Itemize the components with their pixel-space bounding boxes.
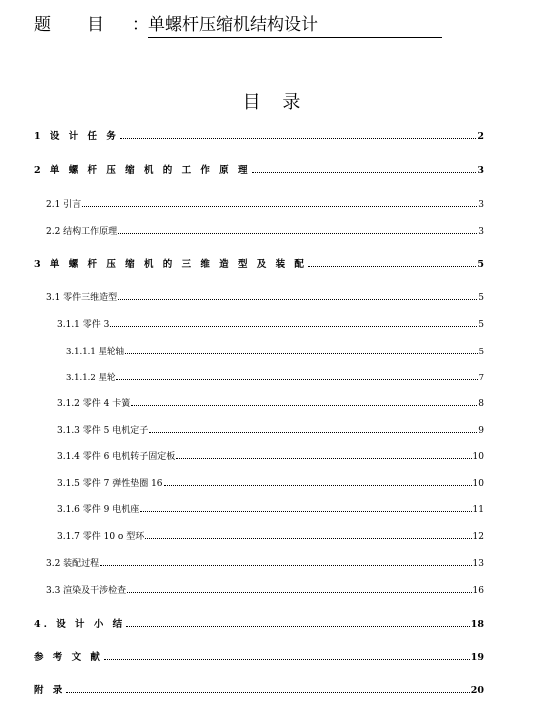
- toc-entry-page: 5: [478, 293, 484, 303]
- toc-leader-dots: [118, 233, 477, 234]
- toc-leader-dots: [120, 138, 477, 139]
- toc-entry[interactable]: [57, 319, 484, 331]
- toc-entry-page: 10: [472, 479, 484, 489]
- toc-leader-dots: [145, 538, 471, 539]
- toc-entry-label: 4. 设 计 小 结: [34, 619, 126, 630]
- toc-entry-page: 3: [478, 200, 484, 210]
- toc-entry-page: 10: [472, 452, 484, 462]
- toc-entry[interactable]: [46, 226, 484, 238]
- toc-entry-label: 3.1.3 零件 5 电机定子: [57, 426, 149, 436]
- toc-leader-dots: [100, 565, 471, 566]
- toc-leader-dots: [125, 353, 478, 354]
- toc-leader-dots: [104, 659, 470, 660]
- toc-entry-label: 3.1.1 零件 3: [57, 320, 110, 330]
- toc-entry[interactable]: [34, 652, 484, 664]
- toc-entry-label: 1 设 计 任 务: [34, 131, 119, 142]
- toc-entry[interactable]: [46, 585, 484, 597]
- toc-entry-label: 3.2 装配过程: [46, 559, 100, 569]
- toc-entry-page: 11: [472, 505, 484, 515]
- toc-entry-page: 7: [478, 373, 484, 383]
- toc-entry[interactable]: [46, 292, 484, 304]
- toc-entry-page: 5: [477, 259, 484, 270]
- toc-entry[interactable]: [57, 451, 484, 463]
- toc-entry-label: 3.1.6 零件 9 电机座: [57, 505, 140, 515]
- toc-entry[interactable]: [66, 372, 484, 384]
- toc-leader-dots: [164, 485, 472, 486]
- toc-entry-label: 3.1.1.2 星轮: [66, 373, 116, 383]
- toc-heading: 目 录: [242, 92, 309, 113]
- toc-entry-label: 参 考 文 献: [34, 652, 103, 663]
- toc-entry-label: 3.1.4 零件 6 电机转子固定板: [57, 452, 176, 462]
- toc-entry-label: 2 单 螺 杆 压 缩 机 的 工 作 原 理: [34, 165, 251, 176]
- toc-entry[interactable]: [57, 398, 484, 410]
- toc-leader-dots: [308, 266, 476, 267]
- toc-leader-dots: [127, 592, 471, 593]
- toc-leader-dots: [110, 326, 477, 327]
- toc-leader-dots: [176, 458, 471, 459]
- toc-entry-page: 9: [478, 426, 484, 436]
- toc-entry[interactable]: [57, 478, 484, 490]
- toc-entry[interactable]: [57, 531, 484, 543]
- toc-entry[interactable]: [34, 165, 484, 177]
- toc-leader-dots: [118, 299, 477, 300]
- toc-entry[interactable]: [57, 425, 484, 437]
- toc-leader-dots: [131, 405, 477, 406]
- toc-entry-page: 2: [477, 131, 484, 142]
- toc-entry[interactable]: [34, 131, 484, 143]
- toc-entry-page: 3: [478, 227, 484, 237]
- toc-leader-dots: [149, 432, 477, 433]
- toc-entry[interactable]: [34, 685, 484, 697]
- toc-entry-label: 3 单 螺 杆 压 缩 机 的 三 维 造 型 及 装 配: [34, 259, 307, 270]
- toc-leader-dots: [252, 172, 477, 173]
- toc-entry-label: 3.1.7 零件 10 o 型环: [57, 532, 145, 542]
- toc-leader-dots: [116, 379, 477, 380]
- toc-entry-page: 5: [478, 320, 484, 330]
- toc-entry-page: 5: [478, 347, 484, 357]
- toc-entry[interactable]: [57, 504, 484, 516]
- toc-entry[interactable]: [66, 346, 484, 358]
- toc-entry[interactable]: [34, 259, 484, 271]
- toc-entry-label: 3.1.5 零件 7 弹性垫圈 16: [57, 479, 163, 489]
- toc-entry-page: 13: [472, 559, 484, 569]
- toc-leader-dots: [140, 511, 471, 512]
- title-row: [34, 6, 414, 35]
- toc-entry-page: 12: [472, 532, 484, 542]
- toc-leader-dots: [66, 692, 469, 693]
- toc-entry-label: 3.1.1.1 星轮轴: [66, 347, 124, 357]
- toc-entry-page: 19: [470, 652, 484, 663]
- toc-entry-label: 2.1 引言: [46, 200, 82, 210]
- toc-entry-page: 8: [478, 399, 484, 409]
- toc-entry-label: 附 录: [34, 685, 66, 696]
- toc-leader-dots: [126, 626, 470, 627]
- toc-entry[interactable]: [34, 619, 484, 631]
- toc-entry[interactable]: [46, 199, 484, 211]
- toc-entry-label: 3.1 零件三维造型: [46, 293, 118, 303]
- toc-entry-page: 3: [477, 165, 484, 176]
- toc-entry-page: 20: [470, 685, 484, 696]
- toc-entry-page: 16: [472, 586, 484, 596]
- toc-entry-label: 2.2 结构工作原理: [46, 227, 118, 237]
- title-value: 单螺杆压缩机结构设计: [148, 10, 442, 38]
- toc-leader-dots: [82, 206, 477, 207]
- title-colon: ：: [132, 15, 149, 35]
- title-label: 题 目: [34, 15, 106, 35]
- toc-entry-label: 3.1.2 零件 4 卡簧: [57, 399, 131, 409]
- toc-entry-page: 18: [470, 619, 484, 630]
- toc-entry[interactable]: [46, 558, 484, 570]
- toc-entry-label: 3.3 渲染及干涉检查: [46, 586, 127, 596]
